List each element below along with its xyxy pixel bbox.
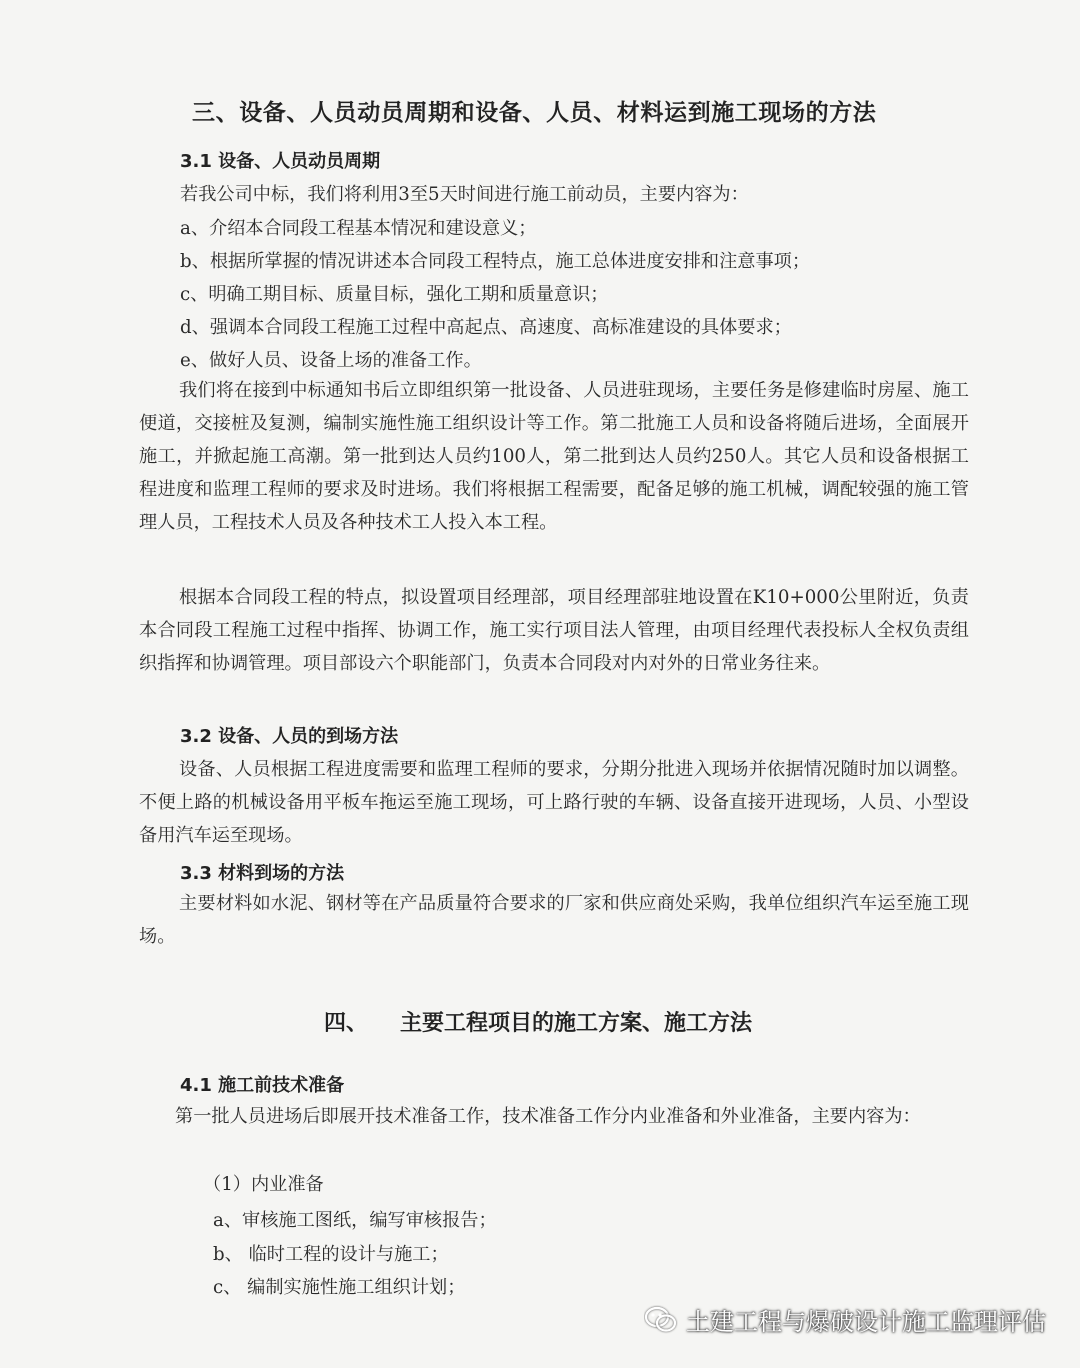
heading-3-3: 3.3 材料到场的方法 bbox=[180, 863, 345, 884]
watermark bbox=[644, 1302, 1046, 1337]
list-item-e: e、做好人员、设备上场的准备工作。 bbox=[180, 350, 482, 371]
prep-item-c: c、 编制实施性施工组织计划； bbox=[213, 1277, 466, 1298]
section-4-title-text: 主要工程项目的施工方案、施工方法 bbox=[400, 1011, 753, 1036]
prep-item-a: a、审核施工图纸，编写审核报告； bbox=[213, 1210, 497, 1231]
section-4-number: 四、 bbox=[324, 1011, 369, 1036]
sub-heading-internal-prep: （1）内业准备 bbox=[203, 1174, 324, 1195]
paragraph-arrival: 设备、人员根据工程进度需要和监理工程师的要求，分期分批进入现场并依据情况随时加以调整。不便上路的机械设备用平板车拖运至施工现场，可上路行驶的车辆、设备直接开进现场，人员、小型设备用汽车运至现场。 bbox=[139, 759, 969, 846]
heading-3-1: 3.1 设备、人员动员周期 bbox=[180, 151, 381, 172]
paragraph-materials: 主要材料如水泥、钢材等在产品质量符合要求的厂家和供应商处采购，我单位组织汽车运至施工现场。 bbox=[139, 893, 969, 947]
list-item-b: b、根据所掌握的情况讲述本合同段工程特点，施工总体进度安排和注意事项； bbox=[180, 251, 811, 272]
wechat-icon bbox=[644, 1305, 678, 1335]
heading-4-1: 4.1 施工前技术准备 bbox=[180, 1075, 345, 1096]
watermark-text: 土建工程与爆破设计施工监理评估 bbox=[686, 1308, 1046, 1336]
section-4-title bbox=[324, 1006, 752, 1037]
paragraph-project-dept: 根据本合同段工程的特点，拟设置项目经理部，项目经理部驻地设置在K10+000公里附近，负责本合同段工程施工过程中指挥、协调工作，施工实行项目法人管理，由项目经理代表投标人全权负责组织指挥和协调管理。项目部设六个职能部门，负责本合同段对内对外的日常业务往来。 bbox=[139, 587, 969, 674]
list-item-d: d、强调本合同段工程施工过程中高起点、高速度、高标准建设的具体要求； bbox=[180, 317, 792, 338]
paragraph-tech-prep: 第一批人员进场后即展开技术准备工作，技术准备工作分内业准备和外业准备，主要内容为： bbox=[175, 1106, 921, 1127]
prep-item-b: b、 临时工程的设计与施工； bbox=[213, 1244, 449, 1265]
intro-text: 若我公司中标，我们将利用3至5天时间进行施工前动员，主要内容为： bbox=[180, 184, 749, 205]
heading-3-2: 3.2 设备、人员的到场方法 bbox=[180, 726, 399, 747]
paragraph-mobilization: 我们将在接到中标通知书后立即组织第一批设备、人员进驻现场，主要任务是修建临时房屋、施工便道，交接桩及复测，编制实施性施工组织设计等工作。第二批施工人员和设备将随后进场，全面展开施工，并掀起施工高潮。第一批到达人员约100人，第二批到达人员约250人。其它人员和设备根据工程进度和监理工程师的要求及时进场。我们将根据工程需要，配备足够的施工机械，调配较强的施工管理人员，工程技术人员及各种技术工人投入本工程。 bbox=[139, 380, 969, 533]
list-item-c: c、明确工期目标、质量目标，强化工期和质量意识； bbox=[180, 284, 609, 305]
list-item-a: a、介绍本合同段工程基本情况和建设意义； bbox=[180, 218, 537, 239]
section-3-title: 三、设备、人员动员周期和设备、人员、材料运到施工现场的方法 bbox=[192, 100, 877, 126]
